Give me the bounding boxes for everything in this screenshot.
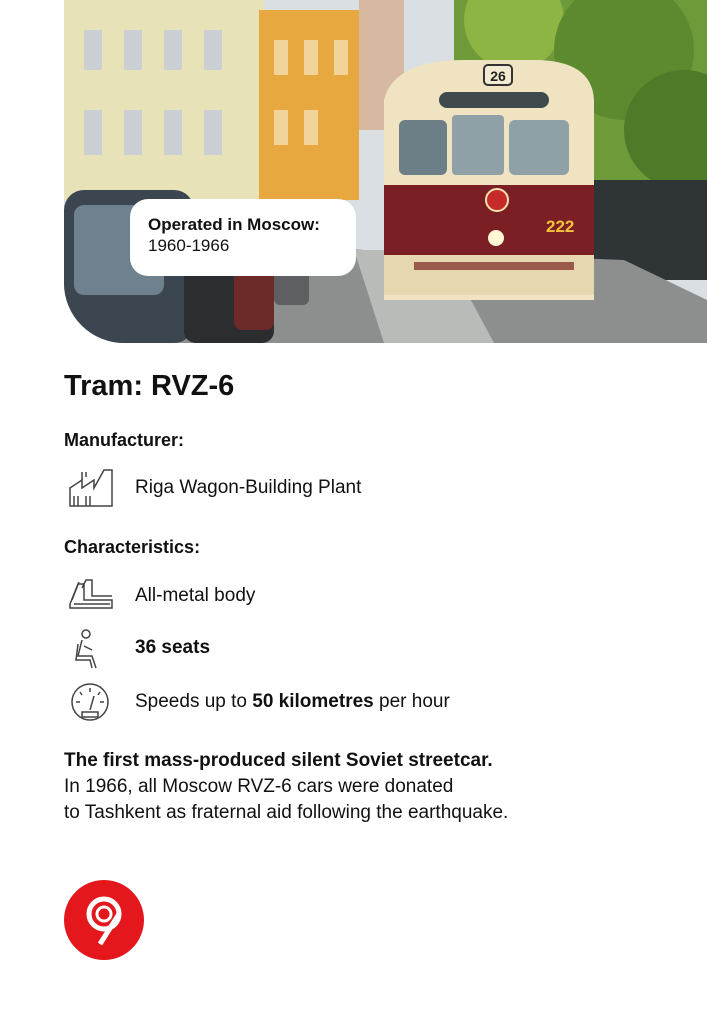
tram-photo [64, 0, 707, 343]
metal-sheets-icon [64, 574, 116, 618]
car-number: 222 [546, 217, 575, 236]
manufacturer-heading: Manufacturer: [64, 430, 185, 450]
speed-value: 50 kilometres [252, 691, 374, 712]
seat-icon [64, 626, 116, 670]
manufacturer-row [64, 466, 361, 510]
page-title: Tram: RVZ-6 [64, 370, 235, 402]
badge-title: Operated in Moscow: [148, 215, 320, 234]
speed-prefix: Speeds up to [135, 691, 253, 712]
moscow-transport-logo [64, 880, 144, 960]
characteristic-item [64, 626, 210, 670]
description-line-2: to Tashkent as fraternal aid following the earthquake. [64, 802, 509, 823]
characteristic-text [135, 691, 450, 713]
characteristic-text: 36 seats [135, 637, 211, 658]
description-line-1: In 1966, all Moscow RVZ-6 cars were donated [64, 776, 454, 797]
description-lead: The first mass-produced silent Soviet streetcar. [64, 750, 493, 771]
factory-icon [64, 466, 116, 510]
speed-suffix: per hour [373, 691, 450, 712]
route-number: 26 [490, 68, 506, 84]
operated-badge [130, 199, 356, 276]
characteristics-heading: Characteristics: [64, 537, 201, 557]
manufacturer-name: Riga Wagon-Building Plant [135, 477, 362, 498]
badge-value: 1960-1966 [148, 236, 230, 255]
description [64, 748, 684, 826]
characteristic-item [64, 680, 450, 724]
speedometer-icon [64, 680, 116, 724]
characteristic-item [64, 574, 255, 618]
characteristic-text: All-metal body [135, 585, 256, 606]
